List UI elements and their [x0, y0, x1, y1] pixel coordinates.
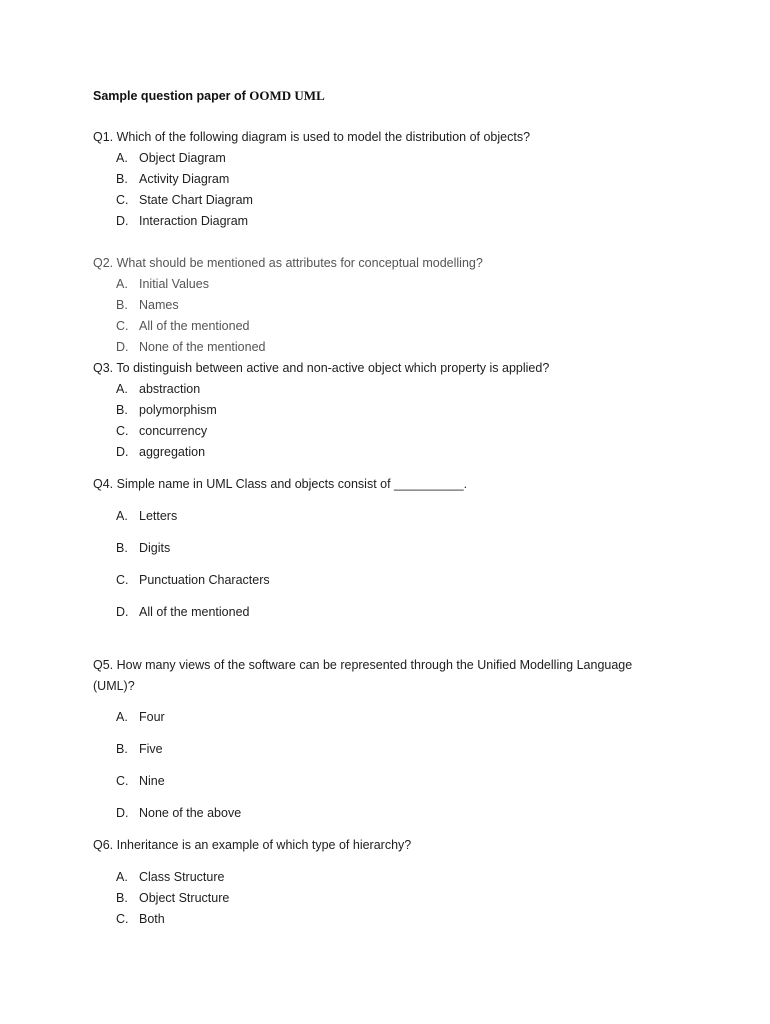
option-text: Object Structure [139, 891, 230, 905]
title-prefix: Sample question paper of [93, 89, 250, 103]
option-text: concurrency [139, 424, 208, 438]
q4-option-b [116, 540, 170, 556]
option-letter: D. [116, 340, 129, 354]
option-text: Object Diagram [139, 151, 226, 165]
q4-option-c [116, 572, 270, 588]
q2-option-d [116, 339, 265, 355]
q1-option-c [116, 192, 253, 208]
q6-option-b [116, 890, 229, 906]
q3-option-b [116, 402, 217, 418]
option-text: abstraction [139, 382, 201, 396]
option-letter: C. [116, 319, 129, 333]
q1-option-d [116, 213, 248, 229]
q1-option-a [116, 150, 226, 166]
option-letter: A. [116, 277, 128, 291]
option-text: Interaction Diagram [139, 214, 249, 228]
q2-option-b [116, 297, 179, 313]
title-subject: OOMD UML [249, 88, 325, 103]
option-letter: C. [116, 912, 129, 926]
option-letter: C. [116, 193, 129, 207]
q4-option-d [116, 604, 250, 620]
option-text: Digits [139, 541, 171, 555]
option-text: aggregation [139, 445, 206, 459]
question-5-line-1: Q5. How many views of the software can be represented through the Unified Modelling Language [93, 658, 633, 672]
option-text: None of the above [139, 806, 242, 820]
option-letter: B. [116, 298, 128, 312]
option-letter: D. [116, 806, 129, 820]
option-letter: D. [116, 605, 129, 619]
option-text: Letters [139, 509, 178, 523]
option-letter: A. [116, 382, 128, 396]
option-text: Nine [139, 774, 165, 788]
option-letter: A. [116, 509, 128, 523]
q1-option-b [116, 171, 229, 187]
option-letter: A. [116, 151, 128, 165]
option-text: Punctuation Characters [139, 573, 270, 587]
option-text: Four [139, 710, 165, 724]
q3-option-d [116, 444, 205, 460]
option-text: All of the mentioned [139, 605, 250, 619]
option-letter: A. [116, 870, 128, 884]
option-text: Class Structure [139, 870, 225, 884]
q5-option-c [116, 773, 165, 789]
question-3: Q3. To distinguish between active and non-active object which property is applied? [93, 361, 550, 375]
q5-option-b [116, 741, 163, 757]
question-2: Q2. What should be mentioned as attributes for conceptual modelling? [93, 256, 483, 270]
q3-option-c [116, 423, 207, 439]
option-text: Activity Diagram [139, 172, 230, 186]
question-4: Q4. Simple name in UML Class and objects consist of __________. [93, 477, 468, 491]
option-letter: B. [116, 403, 128, 417]
q6-option-a [116, 869, 224, 885]
option-letter: B. [116, 172, 128, 186]
option-text: Names [139, 298, 179, 312]
option-letter: C. [116, 774, 129, 788]
q5-option-a [116, 709, 165, 725]
option-text: State Chart Diagram [139, 193, 253, 207]
option-letter: C. [116, 573, 129, 587]
option-text: None of the mentioned [139, 340, 266, 354]
option-text: Both [139, 912, 165, 926]
option-letter: C. [116, 424, 129, 438]
option-letter: B. [116, 891, 128, 905]
option-text: polymorphism [139, 403, 217, 417]
option-text: Five [139, 742, 163, 756]
option-letter: A. [116, 710, 128, 724]
q2-option-c [116, 318, 250, 334]
question-1: Q1. Which of the following diagram is used to model the distribution of objects? [93, 130, 531, 144]
q5-option-d [116, 805, 241, 821]
option-text: Initial Values [139, 277, 209, 291]
option-letter: B. [116, 541, 128, 555]
option-letter: D. [116, 214, 129, 228]
q4-option-a [116, 508, 177, 524]
question-6: Q6. Inheritance is an example of which type of hierarchy? [93, 838, 412, 852]
question-5-line-2: (UML)? [93, 679, 135, 693]
q3-option-a [116, 381, 200, 397]
page-title [93, 88, 325, 104]
q2-option-a [116, 276, 209, 292]
option-text: All of the mentioned [139, 319, 250, 333]
option-letter: B. [116, 742, 128, 756]
option-letter: D. [116, 445, 129, 459]
q6-option-c [116, 911, 165, 927]
